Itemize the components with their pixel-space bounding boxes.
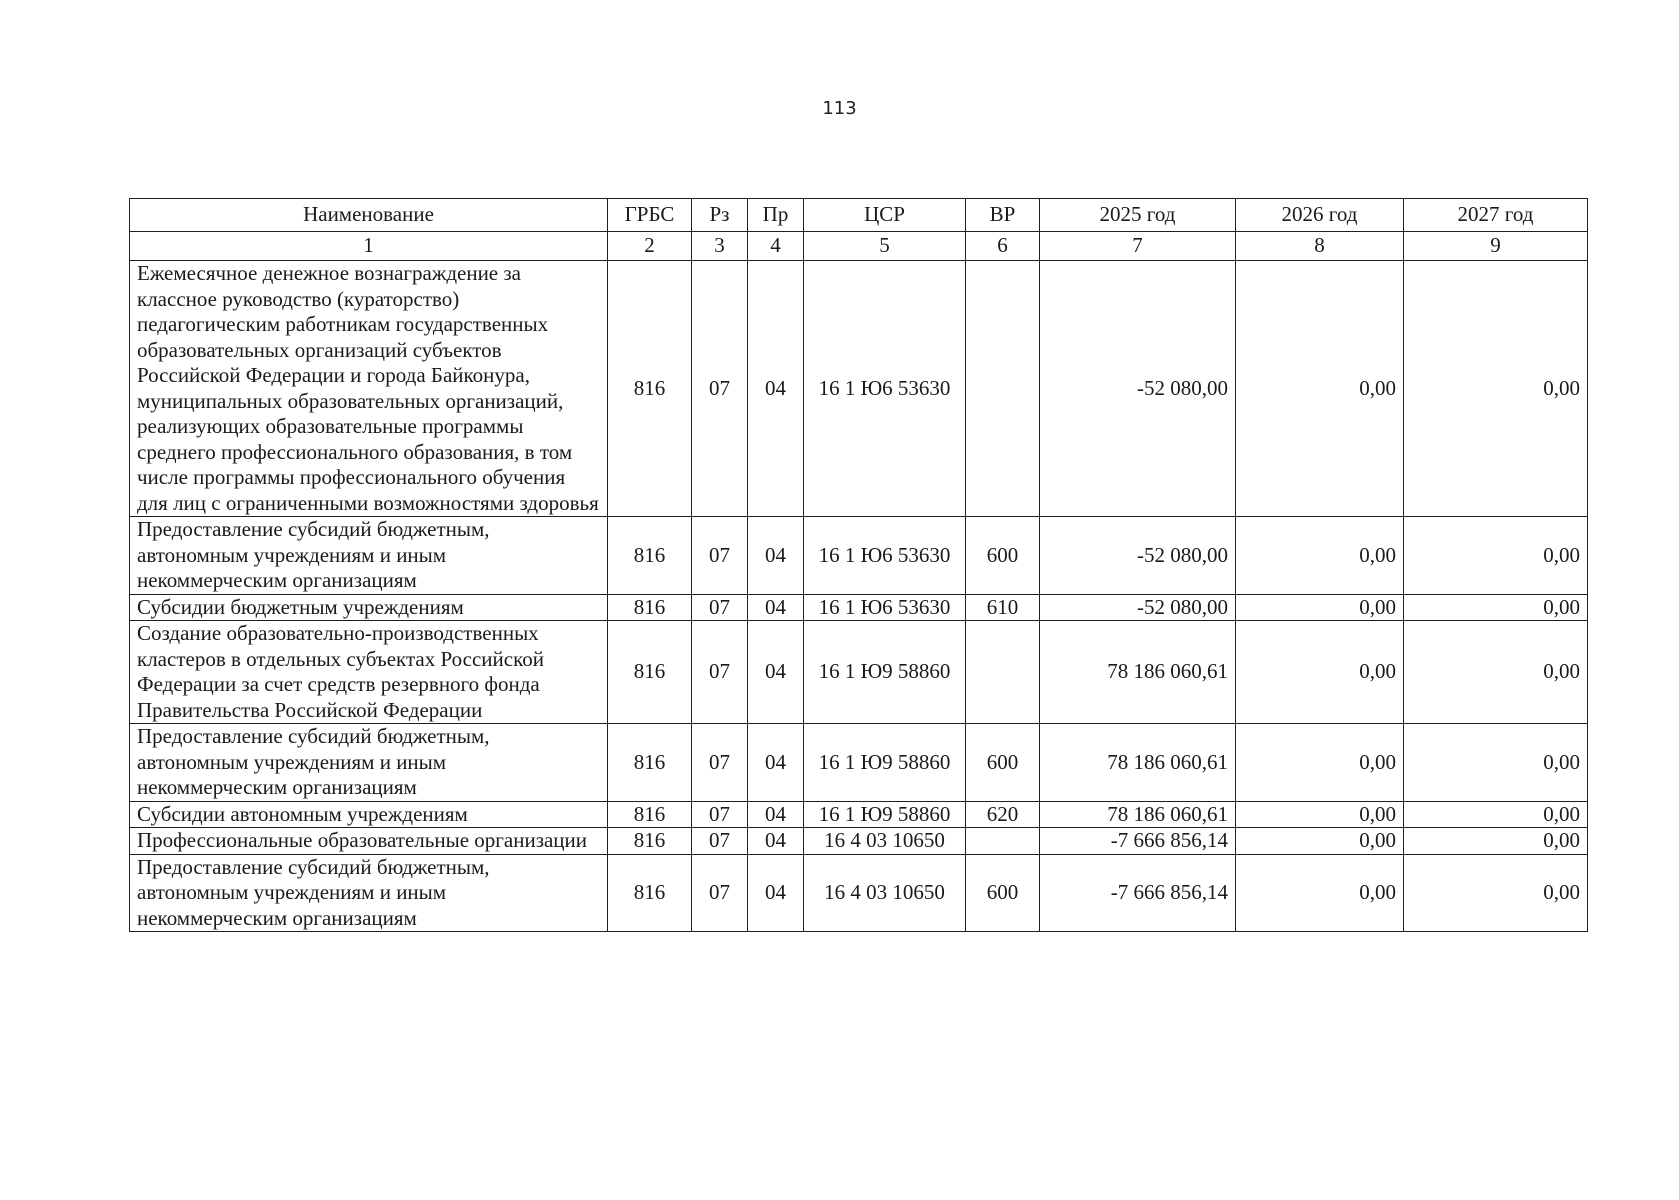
cell-2026: 0,00 [1236,594,1404,621]
cell-rz: 07 [692,517,748,595]
cell-vr: 610 [966,594,1040,621]
cell-name: Субсидии бюджетным учреждениям [130,594,608,621]
cell-name: Профессиональные образовательные организации [130,828,608,855]
column-number: 8 [1236,232,1404,261]
cell-2027: 0,00 [1404,261,1588,517]
cell-2025: -52 080,00 [1040,517,1236,595]
cell-grbs: 816 [608,621,692,724]
cell-pr: 04 [748,724,804,802]
cell-pr: 04 [748,594,804,621]
header-name: Наименование [130,199,608,232]
column-number: 7 [1040,232,1236,261]
cell-grbs: 816 [608,517,692,595]
header-rz: Рз [692,199,748,232]
cell-vr: 600 [966,724,1040,802]
cell-2027: 0,00 [1404,517,1588,595]
cell-grbs: 816 [608,854,692,932]
cell-csr: 16 1 Ю6 53630 [804,261,966,517]
cell-name: Создание образовательно-производственных кластеров в отдельных субъектах Российской Федерации за счет средств резервного фонда Правительства Российской Федерации [130,621,608,724]
cell-grbs: 816 [608,801,692,828]
cell-2025: 78 186 060,61 [1040,724,1236,802]
header-2026: 2026 год [1236,199,1404,232]
header-grbs: ГРБС [608,199,692,232]
cell-rz: 07 [692,854,748,932]
cell-2025: 78 186 060,61 [1040,621,1236,724]
cell-2027: 0,00 [1404,854,1588,932]
cell-vr [966,828,1040,855]
table-row [130,621,1588,724]
cell-2026: 0,00 [1236,517,1404,595]
cell-vr: 600 [966,854,1040,932]
cell-pr: 04 [748,621,804,724]
cell-2026: 0,00 [1236,828,1404,855]
cell-rz: 07 [692,724,748,802]
cell-csr: 16 1 Ю6 53630 [804,594,966,621]
cell-csr: 16 1 Ю9 58860 [804,801,966,828]
cell-name: Предоставление субсидий бюджетным, автономным учреждениям и иным некоммерческим организациям [130,517,608,595]
cell-csr: 16 4 03 10650 [804,828,966,855]
cell-rz: 07 [692,261,748,517]
page-number: 113 [822,98,857,119]
cell-pr: 04 [748,517,804,595]
table-row [130,724,1588,802]
cell-2027: 0,00 [1404,801,1588,828]
cell-grbs: 816 [608,724,692,802]
column-number: 3 [692,232,748,261]
cell-2025: -7 666 856,14 [1040,854,1236,932]
column-number: 4 [748,232,804,261]
cell-pr: 04 [748,261,804,517]
cell-csr: 16 1 Ю6 53630 [804,517,966,595]
cell-2027: 0,00 [1404,724,1588,802]
table-row [130,594,1588,621]
cell-name: Субсидии автономным учреждениям [130,801,608,828]
cell-rz: 07 [692,621,748,724]
cell-2025: -52 080,00 [1040,594,1236,621]
cell-rz: 07 [692,828,748,855]
column-number: 1 [130,232,608,261]
cell-2027: 0,00 [1404,594,1588,621]
cell-2025: -52 080,00 [1040,261,1236,517]
header-pr: Пр [748,199,804,232]
cell-2026: 0,00 [1236,854,1404,932]
column-number: 2 [608,232,692,261]
column-number: 6 [966,232,1040,261]
table-row [130,517,1588,595]
cell-name: Ежемесячное денежное вознаграждение за классное руководство (кураторство) педагогическим работникам государственных образовательных организаций субъектов Российской Федерации и города Байконура, муниципальных образовательных организаций, реализующих образовательные программы среднего профессионального образования, в том числе программы профессионального обучения для лиц с ограниченными возможностями здоровья [130,261,608,517]
cell-grbs: 816 [608,594,692,621]
header-vr: ВР [966,199,1040,232]
header-csr: ЦСР [804,199,966,232]
cell-grbs: 816 [608,828,692,855]
header-row [130,199,1588,232]
column-number-row [130,232,1588,261]
table-row [130,828,1588,855]
cell-2025: 78 186 060,61 [1040,801,1236,828]
header-2025: 2025 год [1040,199,1236,232]
cell-grbs: 816 [608,261,692,517]
cell-csr: 16 4 03 10650 [804,854,966,932]
cell-vr [966,261,1040,517]
cell-rz: 07 [692,801,748,828]
cell-csr: 16 1 Ю9 58860 [804,621,966,724]
table-row [130,854,1588,932]
cell-2027: 0,00 [1404,828,1588,855]
table-row [130,801,1588,828]
header-2027: 2027 год [1404,199,1588,232]
cell-rz: 07 [692,594,748,621]
cell-pr: 04 [748,828,804,855]
budget-table [129,198,1588,932]
cell-2026: 0,00 [1236,801,1404,828]
cell-name: Предоставление субсидий бюджетным, автономным учреждениям и иным некоммерческим организациям [130,854,608,932]
cell-vr: 600 [966,517,1040,595]
cell-2025: -7 666 856,14 [1040,828,1236,855]
cell-pr: 04 [748,801,804,828]
table-row [130,261,1588,517]
cell-csr: 16 1 Ю9 58860 [804,724,966,802]
cell-name: Предоставление субсидий бюджетным, автономным учреждениям и иным некоммерческим организациям [130,724,608,802]
column-number: 9 [1404,232,1588,261]
cell-2026: 0,00 [1236,621,1404,724]
cell-vr: 620 [966,801,1040,828]
cell-2027: 0,00 [1404,621,1588,724]
cell-2026: 0,00 [1236,261,1404,517]
cell-pr: 04 [748,854,804,932]
column-number: 5 [804,232,966,261]
cell-2026: 0,00 [1236,724,1404,802]
cell-vr [966,621,1040,724]
